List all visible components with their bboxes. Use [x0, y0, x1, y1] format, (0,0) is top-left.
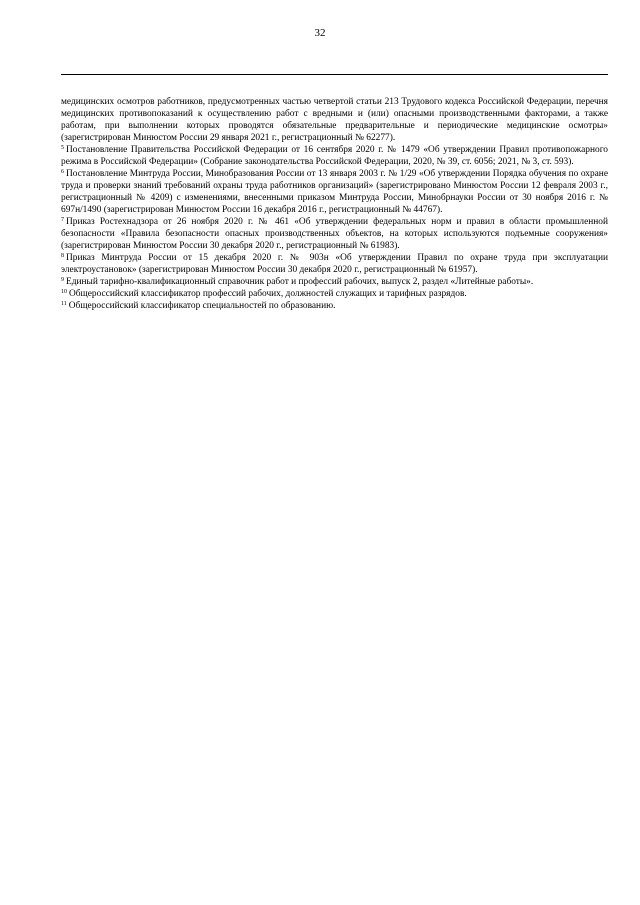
footnote-text: Общероссийский классификатор специальностей по образованию.	[68, 301, 336, 311]
footnote-text: медицинских осмотров работников, предусмотренных частью четвертой статьи 213 Трудового кодекса Российской Федерации, перечня медицинских противопоказаний к осуществлению работ с вредными и (или) опасными производственными факторами, а также работам, при выполнении которых проводятся обязательные предварительные и периодические медицинские осмотры» (зарегистрирован Минюстом России 29 января 2021 г., регистрационный № 62277).	[61, 97, 608, 143]
footnote-6	[61, 168, 608, 216]
footnote-mark: 8	[61, 253, 64, 259]
footnote-5	[61, 144, 608, 168]
footnote-mark: 10	[61, 289, 67, 295]
footnote-text: Постановление Правительства Российской Федерации от 16 сентября 2020 г. № 1479 «Об утверждении Правил противопожарного режима в Российской Федерации» (Собрание законодательства Российской Федерации, 2020, № 39, ст. 6056; 2021, № 3, ст. 593).	[61, 145, 608, 167]
footnote-separator	[61, 74, 608, 75]
footnote-text: Постановление Минтруда России, Минобразования России от 13 января 2003 г. № 1/29 «Об утверждении Порядка обучения по охране труда и проверки знаний требований охраны труда работников организаций» (зарегистрировано Минюстом России 12 февраля 2003 г., регистрационный № 4209) с изменениями, внесенными приказом Минтруда России, Минобрнауки России от 30 ноября 2016 г. № 697н/1490 (зарегистрирован Минюстом России 16 декабря 2016 г., регистрационный № 44767).	[61, 169, 608, 215]
footnote-continuation	[61, 96, 608, 144]
footnote-text: Приказ Ростехнадзора от 26 ноября 2020 г. № 461 «Об утверждении федеральных норм и правил в области промышленной безопасности «Правила безопасности опасных производственных объектов, на которых используются подъемные сооружения» (зарегистрирован Минюстом России 30 декабря 2020 г., регистрационный № 61983).	[61, 217, 608, 251]
footnote-9	[61, 276, 608, 288]
footnote-7	[61, 216, 608, 252]
footnote-text: Общероссийский классификатор профессий рабочих, должностей служащих и тарифных разрядов.	[69, 289, 467, 299]
footnote-mark: 7	[61, 217, 64, 223]
footnote-mark: 6	[61, 169, 64, 175]
footnote-mark: 11	[61, 301, 67, 307]
footnotes-section	[61, 96, 608, 312]
footnote-10	[61, 288, 608, 300]
footnote-8	[61, 252, 608, 276]
footnote-mark: 5	[61, 145, 64, 151]
footnote-text: Приказ Минтруда России от 15 декабря 2020 г. № 903н «Об утверждении Правил по охране труда при эксплуатации электроустановок» (зарегистрирован Минюстом России 30 декабря 2020 г., регистрационный № 61957).	[61, 253, 608, 275]
footnote-text: Единый тарифно-квалификационный справочник работ и профессий рабочих, выпуск 2, раздел «Литейные работы».	[66, 277, 534, 287]
footnote-mark: 9	[61, 277, 64, 283]
footnote-11	[61, 300, 608, 312]
page-number: 32	[314, 27, 326, 39]
